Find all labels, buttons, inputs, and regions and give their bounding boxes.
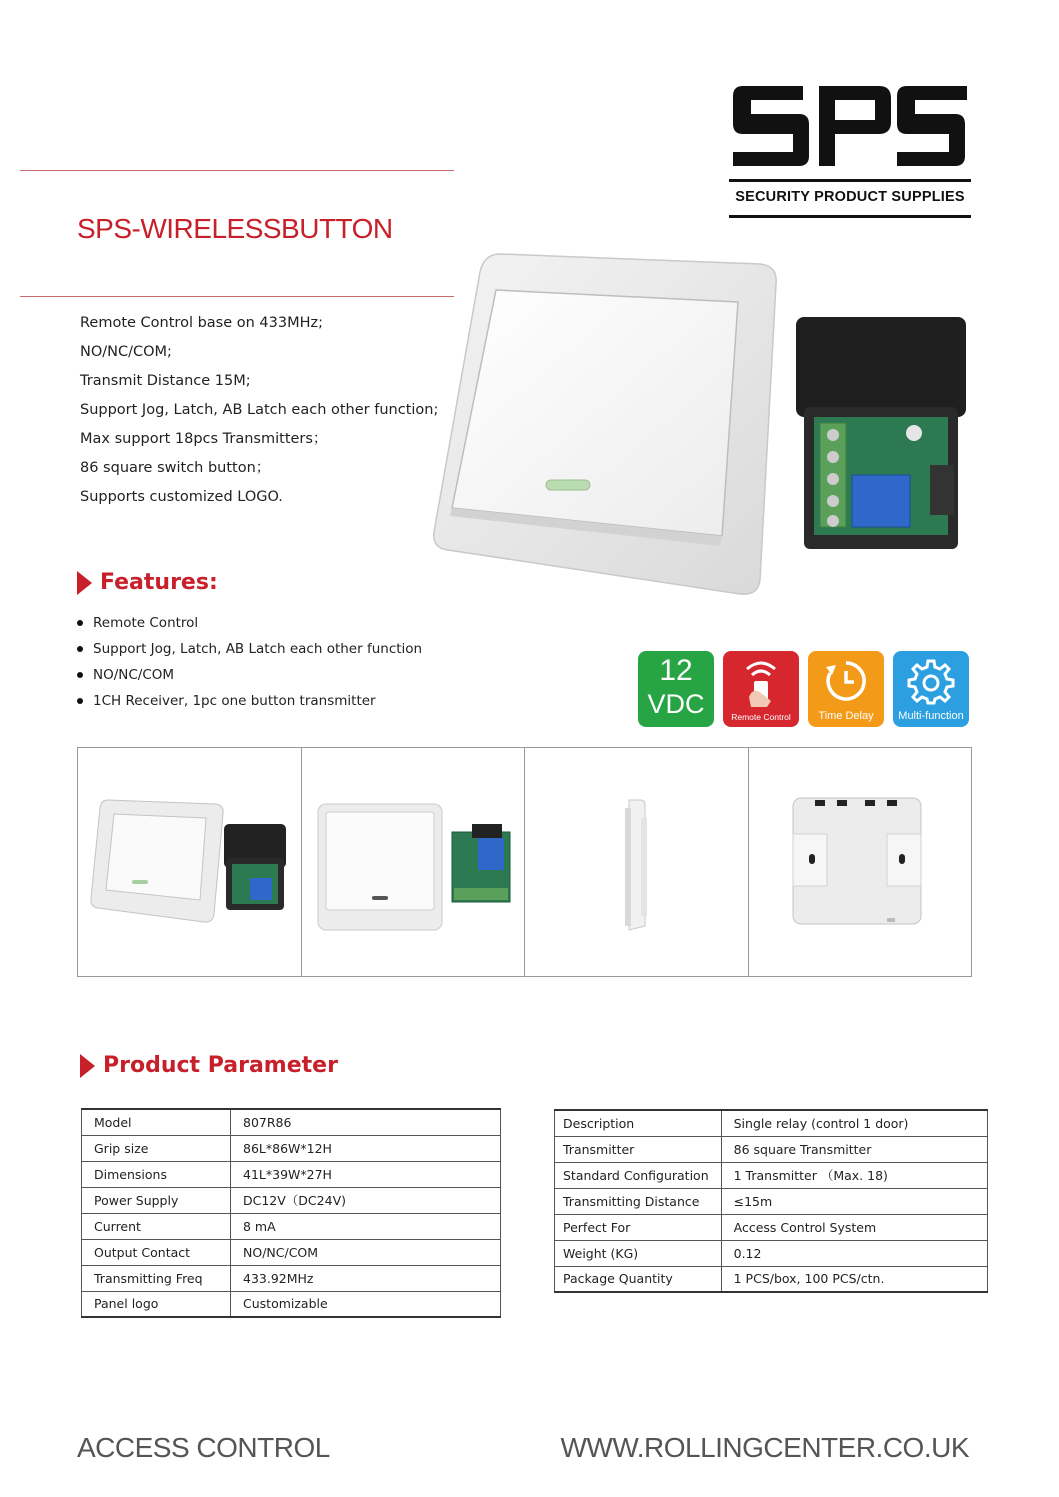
spec-item: Support Jog, Latch, AB Latch each other function; — [80, 402, 439, 418]
switch-side-thumbnail — [525, 748, 747, 976]
gallery-image-front — [302, 748, 526, 976]
footer-website-link[interactable]: WWW.ROLLINGCENTER.CO.UK — [560, 1432, 969, 1463]
features-heading: Features: — [77, 570, 218, 595]
12vdc-icon: 12 VDC — [638, 651, 714, 727]
multi-function-icon: Multi-function — [893, 651, 969, 727]
table-row: Output Contact NO/NC/COM — [82, 1239, 501, 1265]
bullet-icon — [77, 646, 83, 652]
logo-tagline: SECURITY PRODUCT SUPPLIES — [735, 189, 965, 205]
parameter-table-left — [81, 1108, 501, 1318]
table-row: Transmitting Distance ≤15m — [555, 1188, 988, 1214]
gallery-image-back — [749, 748, 972, 976]
table-row: Package Quantity 1 PCS/box, 100 PCS/ctn. — [555, 1266, 988, 1292]
gear-icon — [907, 657, 955, 705]
gallery-image-side — [525, 748, 749, 976]
list-item: NO/NC/COM — [77, 662, 422, 688]
table-row: Dimensions 41L*39W*27H — [82, 1161, 501, 1187]
switch-and-receiver-thumbnail — [78, 748, 300, 976]
remote-control-icon: Remote Control — [723, 651, 799, 727]
list-item: Support Jog, Latch, AB Latch each other function — [77, 636, 422, 662]
spec-item: 86 square switch button； — [80, 460, 271, 476]
parameter-heading: Product Parameter — [80, 1053, 338, 1078]
table-row: Panel logo Customizable — [82, 1291, 501, 1317]
parameter-table-right — [554, 1109, 988, 1293]
feature-icons — [638, 651, 969, 727]
table-row: Perfect For Access Control System — [555, 1214, 988, 1240]
wall-switch-image — [430, 250, 782, 602]
receiver-module-image — [792, 315, 970, 557]
hand-remote-icon — [741, 657, 781, 709]
table-row: Current 8 mA — [82, 1213, 501, 1239]
spec-item: NO/NC/COM; — [80, 344, 172, 360]
spec-item: Transmit Distance 15M; — [80, 373, 251, 389]
title-rule-top — [20, 170, 454, 171]
sps-logo-mark — [729, 78, 971, 170]
switch-front-thumbnail — [302, 748, 524, 976]
title-rule-bottom — [20, 296, 454, 297]
table-row: Standard Configuration 1 Transmitter （Max. 18) — [555, 1162, 988, 1188]
clock-icon — [822, 657, 870, 705]
features-list — [77, 610, 422, 714]
brand-logo — [729, 78, 971, 205]
table-row: Transmitting Freq 433.92MHz — [82, 1265, 501, 1291]
arrow-marker-icon — [77, 571, 92, 595]
gallery-image-kit — [78, 748, 302, 976]
spec-item: Remote Control base on 433MHz; — [80, 315, 324, 331]
product-gallery — [77, 747, 972, 977]
spec-item: Supports customized LOGO. — [80, 489, 283, 505]
footer-category: ACCESS CONTROL — [77, 1432, 330, 1463]
switch-back-thumbnail — [749, 748, 971, 976]
bullet-icon — [77, 698, 83, 704]
logo-rule-bottom — [729, 215, 971, 218]
table-row: Transmitter 86 square Transmitter — [555, 1136, 988, 1162]
list-item: 1CH Receiver, 1pc one button transmitter — [77, 688, 422, 714]
spec-list — [80, 311, 438, 514]
table-row: Grip size 86L*86W*12H — [82, 1135, 501, 1161]
arrow-marker-icon — [80, 1054, 95, 1078]
logo-rule-top — [729, 179, 971, 182]
table-row: Power Supply DC12V（DC24V) — [82, 1187, 501, 1213]
table-row: Description Single relay (control 1 door) — [555, 1110, 988, 1136]
bullet-icon — [77, 672, 83, 678]
bullet-icon — [77, 620, 83, 626]
spec-item: Max support 18pcs Transmitters； — [80, 431, 328, 447]
table-row: Model 807R86 — [82, 1109, 501, 1135]
product-title: SPS-WIRELESSBUTTON — [77, 213, 393, 244]
time-delay-icon: Time Delay — [808, 651, 884, 727]
list-item: Remote Control — [77, 610, 422, 636]
table-row: Weight (KG) 0.12 — [555, 1240, 988, 1266]
